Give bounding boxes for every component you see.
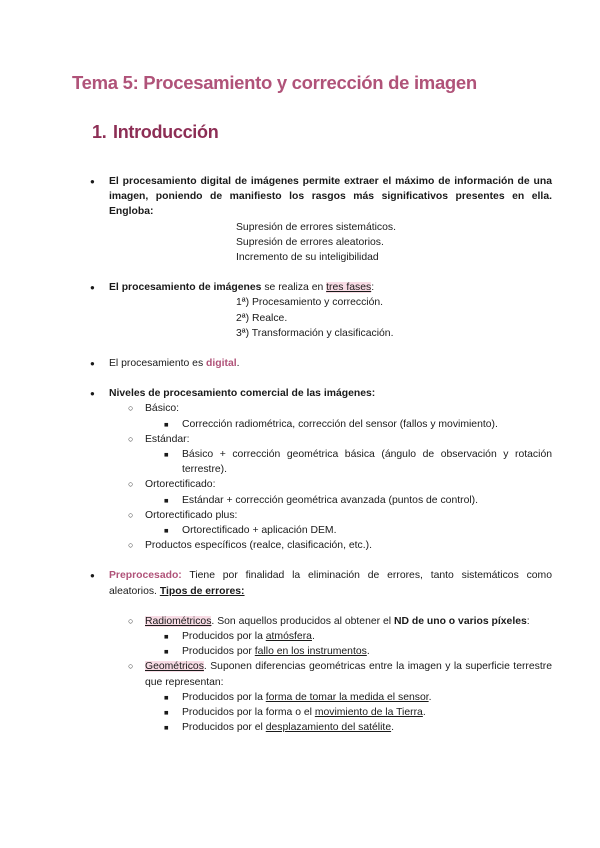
intro-list — [109, 220, 552, 266]
bullet: ● — [90, 177, 95, 186]
bullet: ● — [90, 359, 95, 369]
bullet: ● — [90, 283, 95, 293]
level-basic: ○ Básico: — [128, 403, 180, 415]
list-item-intro — [90, 174, 552, 265]
error-geometric-item: ■ Producidos por la forma de tomar la medida el sensor. — [164, 691, 432, 703]
level-basic-detail: ■ Corrección radiométrica, corrección del sensor (fallos y movimiento). — [164, 418, 498, 430]
error-geometric-item: ■ Producidos por el desplazamiento del satélite. — [164, 722, 394, 734]
section-number: 1. — [92, 122, 107, 142]
level-standard-detail: ■ Básico + corrección geométrica básica (ángulo de observación y rotación terrestre). — [164, 449, 552, 476]
phases-text: El procesamiento de imágenes se realiza en tres fases: — [109, 282, 375, 294]
level-ortho-plus-detail: ■ Ortorectificado + aplicación DEM. — [164, 525, 337, 537]
preproc-text: Preprocesado: Tiene por finalidad la eliminación de errores, tanto sistemáticos como aleatorios. Tipos de errores: — [109, 570, 552, 597]
section-label: Introducción — [113, 122, 219, 142]
digital-text: El procesamiento es digital. — [109, 358, 240, 370]
bullet: ● — [90, 571, 95, 581]
error-radiometric-item: ■ Producidos por fallo en los instrumentos. — [164, 646, 370, 658]
intro-text: El procesamiento digital de imágenes permite extraer el máximo de información de una imagen, poniendo de manifiesto los rasgos más significativos presentes en ella. Engloba: — [109, 176, 552, 218]
highlighted-text: tres fases — [326, 282, 372, 294]
list-item-preproc — [90, 568, 552, 598]
list-item-levels — [90, 386, 552, 401]
level-ortho-detail: ■ Estándar + corrección geométrica avanzada (puntos de control). — [164, 494, 479, 506]
error-radiometric: ○ Radiométricos. Son aquellos producidos al obtener el ND de uno o varios píxeles: — [128, 615, 530, 627]
level-ortho-plus: ○ Ortorectificado plus: — [128, 509, 238, 521]
phase-item: 2ª) Realce. — [236, 312, 288, 324]
level-specific: ○ Productos específicos (realce, clasificación, etc.). — [128, 540, 372, 552]
list-item-digital — [90, 356, 552, 371]
phase-item: 3ª) Transformación y clasificación. — [236, 327, 394, 339]
bullet: ● — [90, 389, 95, 399]
levels-heading: Niveles de procesamiento comercial de las imágenes: — [109, 388, 376, 400]
document-body — [90, 174, 552, 736]
section-heading — [92, 122, 218, 143]
document-title: Tema 5: Procesamiento y corrección de imagen — [72, 72, 477, 93]
intro-list-item: Supresión de errores sistemáticos. — [236, 221, 396, 233]
error-geometric-item: ■ Producidos por la forma o el movimiento de la Tierra. — [164, 707, 426, 719]
error-radiometric-item: ■ Producidos por la atmósfera. — [164, 631, 315, 643]
level-standard: ○ Estándar: — [128, 433, 190, 445]
error-geometric: ○ Geométricos. Suponen diferencias geométricas entre la imagen y la superficie terrestre que representan: — [128, 661, 552, 688]
level-ortho: ○ Ortorectificado: — [128, 479, 216, 491]
intro-list-item: Incremento de su inteligibilidad — [236, 252, 379, 264]
list-item-phases — [90, 280, 552, 341]
intro-list-item: Supresión de errores aleatorios. — [236, 236, 384, 248]
phases-list — [109, 295, 552, 341]
phase-item: 1ª) Procesamiento y corrección. — [236, 297, 384, 309]
